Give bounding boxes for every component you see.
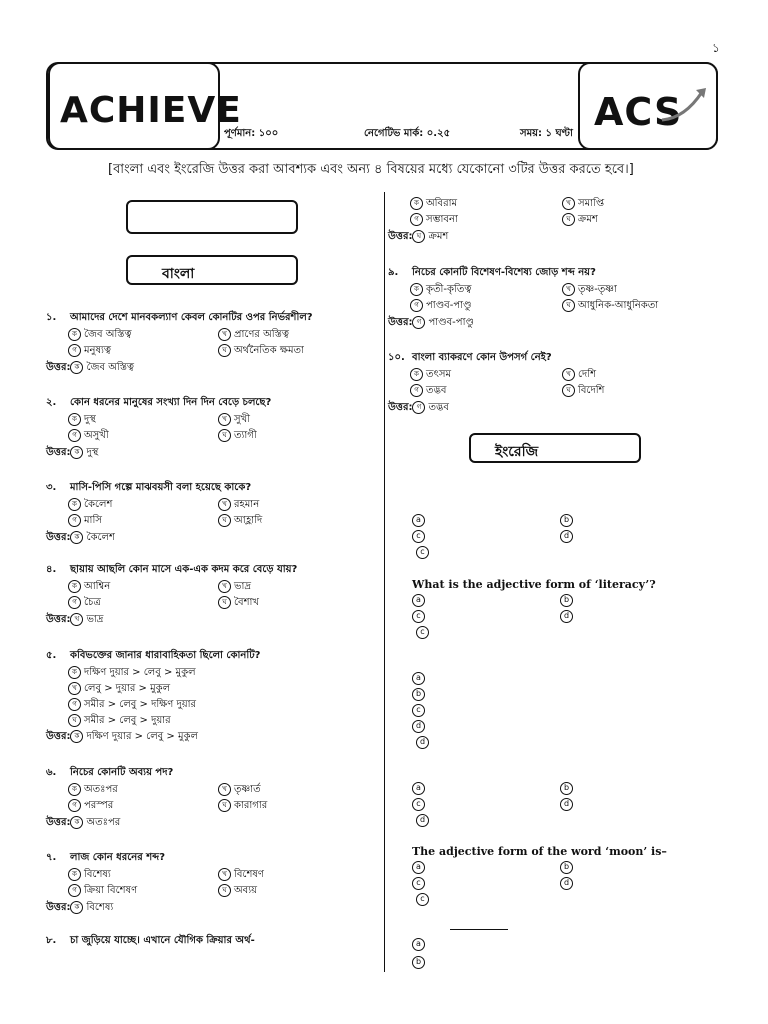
- option-letter-badge: ক: [410, 197, 423, 210]
- option: [218, 867, 264, 884]
- option-letter-badge: গ: [412, 401, 425, 414]
- option: [410, 298, 472, 315]
- option-letter-badge: ঘ: [562, 299, 575, 312]
- option: [68, 428, 109, 445]
- option-text: কৃতী-কৃতিত্ব: [426, 284, 472, 295]
- option: [410, 212, 458, 229]
- option-circle: c: [416, 893, 429, 906]
- arrow-icon: [660, 84, 710, 124]
- option-letter-badge: ঘ: [562, 213, 575, 226]
- option-letter-badge: গ: [412, 316, 425, 329]
- option-letter-badge: খ: [70, 613, 83, 626]
- question-number: ৬.: [46, 767, 57, 778]
- answer-text: কৈলেশ: [86, 532, 115, 543]
- option-text: দেশি: [578, 369, 597, 380]
- question: [46, 648, 260, 665]
- answer-text: দক্ষিণ দুয়ার > লেবু > মুকুল: [86, 731, 198, 742]
- answer-text: দুস্থ: [86, 447, 99, 458]
- answer-label: উত্তর:: [388, 402, 413, 413]
- question-text: কবিভক্তের জানার ধারাবাহিকতা ছিলো কোনটি?: [70, 650, 261, 661]
- option-letter-badge: খ: [218, 580, 231, 593]
- option-circle: a: [412, 782, 425, 795]
- option: [218, 327, 289, 344]
- option-text: দুস্থ: [84, 414, 96, 425]
- option-text: ক্রমশ: [578, 214, 598, 225]
- question-text: নিচের কোনটি অব্যয় পদ?: [70, 767, 174, 778]
- option-circle: d: [560, 610, 573, 623]
- option-text: সমাপ্তি: [578, 198, 605, 209]
- question-text: মাসি-পিসি গল্পে মাঝবয়সী বলা হয়েছে কাকে?: [70, 482, 252, 493]
- question-number: ৮.: [46, 935, 57, 946]
- option-circle: d: [560, 530, 573, 543]
- achieve-logo: [48, 62, 242, 150]
- option-circle: c: [412, 530, 425, 543]
- section-title-english: ইংরেজি: [495, 444, 539, 460]
- question-text: বাংলা ব্যাকরণে কোন উপসর্গ নেই?: [412, 352, 552, 363]
- question: [46, 480, 251, 497]
- option-letter-badge: ক: [70, 361, 83, 374]
- option-circle: b: [412, 956, 425, 969]
- answer-text: পাণ্ডব-পাণ্ডু: [428, 317, 474, 328]
- answer-text: তদ্ভব: [428, 402, 449, 413]
- option-circle: b: [560, 594, 573, 607]
- option-letter-badge: ক: [68, 328, 81, 341]
- page-number: ১: [712, 41, 720, 55]
- option-text: পাণ্ডব-পাণ্ডু: [426, 300, 472, 311]
- option: [410, 367, 451, 384]
- option-text: তৃষ্ণার্ত: [234, 784, 261, 795]
- option: [562, 383, 604, 400]
- option-circle: b: [560, 861, 573, 874]
- blank-box: [126, 200, 298, 234]
- answer-label: উত্তর:: [46, 362, 71, 373]
- question-text: কোন ধরনের মানুষের সংখ্যা দিন দিন বেড়ে চলছে?: [70, 397, 272, 408]
- question-number: ৪.: [46, 564, 57, 575]
- option-text: ভাদ্র: [234, 581, 251, 592]
- option-text: তৃষ্ণ-তৃষ্ণা: [578, 284, 617, 295]
- option-circle: c: [416, 626, 429, 639]
- option: [68, 697, 196, 714]
- option-letter-badge: ক: [68, 868, 81, 881]
- option-letter-badge: ক: [68, 783, 81, 796]
- option-letter-badge: গ: [68, 884, 81, 897]
- achieve-logo-text: ACHIEVE: [60, 90, 242, 131]
- option: [68, 412, 96, 429]
- option: [562, 367, 596, 384]
- option-letter-badge: খ: [562, 283, 575, 296]
- option-letter-badge: ঘ: [218, 514, 231, 527]
- option-text: সম্ভাবনা: [426, 214, 458, 225]
- option-letter-badge: খ: [218, 328, 231, 341]
- option-text: আধুনিক-আধুনিকতা: [578, 300, 659, 311]
- answer-label: উত্তর:: [46, 447, 71, 458]
- answer-label: উত্তর:: [46, 902, 71, 913]
- option-letter-badge: খ: [68, 682, 81, 695]
- section-title-bangla: বাংলা: [162, 266, 195, 282]
- question: [46, 765, 173, 782]
- option-letter-badge: ঘ: [412, 230, 425, 243]
- option-circle: d: [412, 720, 425, 733]
- english-question-text: The adjective form of the word ‘moon’ is–: [412, 845, 667, 858]
- option-letter-badge: ক: [68, 666, 81, 679]
- option: [68, 579, 110, 596]
- option: [218, 497, 259, 514]
- question-number: ১০.: [388, 352, 405, 363]
- answer-label: উত্তর:: [388, 231, 413, 242]
- option-letter-badge: ক: [70, 531, 83, 544]
- answer-text: বিশেষ্য: [86, 902, 114, 913]
- option: [562, 282, 617, 299]
- option-circle: b: [560, 514, 573, 527]
- option-circle: a: [412, 594, 425, 607]
- option: [68, 665, 196, 682]
- option-letter-badge: গ: [68, 799, 81, 812]
- option-text: অর্থনৈতিক ক্ষমতা: [234, 345, 304, 356]
- option-letter-badge: খ: [562, 368, 575, 381]
- option-circle: a: [412, 861, 425, 874]
- option-text: বৈশাখ: [234, 597, 259, 608]
- question: [388, 350, 552, 367]
- question-number: ১.: [46, 312, 57, 323]
- option-text: ত্যাগী: [234, 430, 257, 441]
- option-letter-badge: গ: [410, 299, 423, 312]
- option-letter-badge: খ: [562, 197, 575, 210]
- question: [46, 850, 165, 867]
- question: [388, 265, 596, 282]
- option: [68, 497, 112, 514]
- option-text: রহমান: [234, 499, 260, 510]
- option: [218, 343, 304, 360]
- option-text: মনুষ্যত্ব: [84, 345, 112, 356]
- option-text: অব্যয়: [234, 885, 258, 896]
- option: [218, 782, 261, 799]
- option-letter-badge: গ: [68, 596, 81, 609]
- answer-label: উত্তর:: [388, 317, 413, 328]
- option-text: দক্ষিণ দুয়ার > লেবু > মুকুল: [84, 667, 196, 678]
- option: [68, 713, 171, 730]
- question-text: নিচের কোনটি বিশেষণ-বিশেষ্য জোড় শব্দ নয়?: [412, 267, 596, 278]
- option-text: লেবু > দুয়ার > মুকুল: [84, 683, 171, 694]
- option-letter-badge: ঘ: [218, 429, 231, 442]
- answer-label: উত্তর:: [46, 614, 71, 625]
- answer-line: [388, 229, 448, 246]
- option: [218, 412, 250, 429]
- option-text: অতঃপর: [84, 784, 118, 795]
- answer-line: [46, 900, 113, 917]
- option-circle: d: [416, 736, 429, 749]
- option-text: অসুখী: [84, 430, 109, 441]
- answer-label: উত্তর:: [46, 731, 71, 742]
- answer-text: অতঃপর: [86, 817, 121, 828]
- question-text: চা জুড়িয়ে যাচ্ছে। এখানে যৌগিক ক্রিয়ার অর্থ-: [70, 935, 255, 946]
- option: [68, 343, 111, 360]
- option: [410, 383, 446, 400]
- option-circle: b: [412, 688, 425, 701]
- answer-line: [388, 400, 449, 417]
- option-circle: a: [412, 672, 425, 685]
- negative-marks: নেগেটিভ মার্ক: ০.২৫: [364, 128, 451, 139]
- option-text: কারাগার: [234, 800, 268, 811]
- question-number: ৭.: [46, 852, 57, 863]
- full-marks: পূর্ণমান: ১০০: [224, 128, 279, 139]
- option: [68, 513, 102, 530]
- option-letter-badge: ক: [68, 413, 81, 426]
- option: [562, 212, 598, 229]
- option-circle: d: [560, 798, 573, 811]
- option-letter-badge: ক: [70, 446, 83, 459]
- option: [410, 282, 471, 299]
- option-text: চৈত্র: [84, 597, 101, 608]
- option-letter-badge: ঘ: [218, 596, 231, 609]
- option-letter-badge: খ: [218, 413, 231, 426]
- question-text: লাজ কোন ধরনের শব্দ?: [70, 852, 165, 863]
- answer-line: [46, 815, 120, 832]
- option-letter-badge: ঘ: [218, 884, 231, 897]
- option-text: আহ্লাদি: [234, 515, 263, 526]
- option-letter-badge: ঘ: [562, 384, 575, 397]
- option-letter-badge: গ: [410, 213, 423, 226]
- option-circle: c: [412, 610, 425, 623]
- option-letter-badge: খ: [218, 498, 231, 511]
- option-text: মাসি: [84, 515, 102, 526]
- option-circle: d: [560, 877, 573, 890]
- option: [218, 513, 262, 530]
- answer-text: জৈব অস্তিত্ব: [86, 362, 135, 373]
- answer-blank-line: [450, 929, 508, 930]
- option-letter-badge: খ: [218, 868, 231, 881]
- question: [46, 395, 271, 412]
- option-circle: d: [416, 814, 429, 827]
- answer-label: উত্তর:: [46, 532, 71, 543]
- answer-line: [46, 445, 98, 462]
- option-letter-badge: গ: [68, 344, 81, 357]
- section-box-english: [469, 433, 641, 463]
- answer-line: [46, 612, 103, 629]
- option-circle: c: [412, 877, 425, 890]
- option: [562, 298, 658, 315]
- option-text: জৈব অস্তিত্ব: [84, 329, 132, 340]
- option: [218, 595, 259, 612]
- question: [46, 562, 297, 579]
- option-letter-badge: ক: [70, 901, 83, 914]
- option: [218, 798, 267, 815]
- answer-line: [388, 315, 474, 332]
- option-letter-badge: গ: [68, 698, 81, 711]
- question-text: ছায়ায় আছলি কোন মাসে এক-এক কদম করে বেড়ে যায়?: [70, 564, 298, 575]
- option-text: বিশেষণ: [234, 869, 264, 880]
- option: [68, 867, 111, 884]
- answer-text: ভাদ্র: [86, 614, 104, 625]
- option: [218, 883, 257, 900]
- option-circle: a: [412, 938, 425, 951]
- question-number: ২.: [46, 397, 57, 408]
- option-text: সমীর > লেবু > দুয়ার: [84, 715, 171, 726]
- option-letter-badge: গ: [410, 384, 423, 397]
- option-letter-badge: ক: [410, 368, 423, 381]
- option-text: অবিরাম: [426, 198, 458, 209]
- option: [68, 595, 101, 612]
- option-circle: a: [412, 514, 425, 527]
- option-letter-badge: ঘ: [218, 799, 231, 812]
- instruction: [বাংলা এবং ইংরেজি উত্তর করা আবশ্যক এবং অন্য ৪ বিষয়ের মধ্যে যেকোনো ৩টির উত্তর করতে হবে।]: [108, 162, 634, 177]
- option-letter-badge: ক: [68, 498, 81, 511]
- question-text: আমাদের দেশে মানবকল্যাণ কেবল কোনটির ওপর নির্ভরশীল?: [70, 312, 313, 323]
- answer-line: [46, 729, 198, 746]
- question-number: ৯.: [388, 267, 399, 278]
- acs-logo: [578, 62, 718, 150]
- option: [68, 327, 132, 344]
- exam-time: সময়: ১ ঘণ্টা: [520, 128, 573, 139]
- option-letter-badge: ক: [70, 816, 83, 829]
- option-text: ক্রিয়া বিশেষণ: [84, 885, 138, 896]
- option-circle: c: [416, 546, 429, 559]
- option: [562, 196, 604, 213]
- option-letter-badge: ক: [68, 580, 81, 593]
- question-number: ৩.: [46, 482, 57, 493]
- option: [218, 579, 251, 596]
- option: [68, 798, 113, 815]
- option-text: সুখী: [234, 414, 251, 425]
- option-letter-badge: ক: [70, 730, 83, 743]
- option: [68, 681, 170, 698]
- answer-text: ক্রমশ: [428, 231, 449, 242]
- answer-line: [46, 360, 134, 377]
- option-text: আশ্বিন: [84, 581, 111, 592]
- option-text: প্রাণের অস্তিত্ব: [234, 329, 289, 340]
- acs-logo-text: ACS: [594, 90, 683, 134]
- option-text: কৈলেশ: [84, 499, 113, 510]
- option-letter-badge: ঘ: [218, 344, 231, 357]
- column-divider: [384, 192, 385, 972]
- option-letter-badge: ক: [410, 283, 423, 296]
- option: [68, 782, 118, 799]
- option: [218, 428, 257, 445]
- option-text: পরস্পর: [84, 800, 114, 811]
- question: [46, 933, 255, 950]
- option-letter-badge: ঘ: [68, 714, 81, 727]
- option-letter-badge: গ: [68, 514, 81, 527]
- option-circle: c: [412, 798, 425, 811]
- option: [410, 196, 457, 213]
- option-letter-badge: খ: [218, 783, 231, 796]
- option-text: তৎসম: [426, 369, 452, 380]
- question-number: ৫.: [46, 650, 57, 661]
- option-circle: c: [412, 704, 425, 717]
- english-question-text: What is the adjective form of ‘literacy’?: [412, 578, 656, 591]
- option-circle: b: [560, 782, 573, 795]
- option-text: সমীর > লেবু > দক্ষিণ দুয়ার: [84, 699, 197, 710]
- option: [68, 883, 137, 900]
- answer-line: [46, 530, 115, 547]
- option-letter-badge: গ: [68, 429, 81, 442]
- section-box-bangla: [126, 255, 298, 285]
- option-text: তদ্ভব: [426, 385, 447, 396]
- option-text: বিদেশি: [578, 385, 605, 396]
- option-text: বিশেষ্য: [84, 869, 111, 880]
- question: [46, 310, 313, 327]
- answer-label: উত্তর:: [46, 817, 71, 828]
